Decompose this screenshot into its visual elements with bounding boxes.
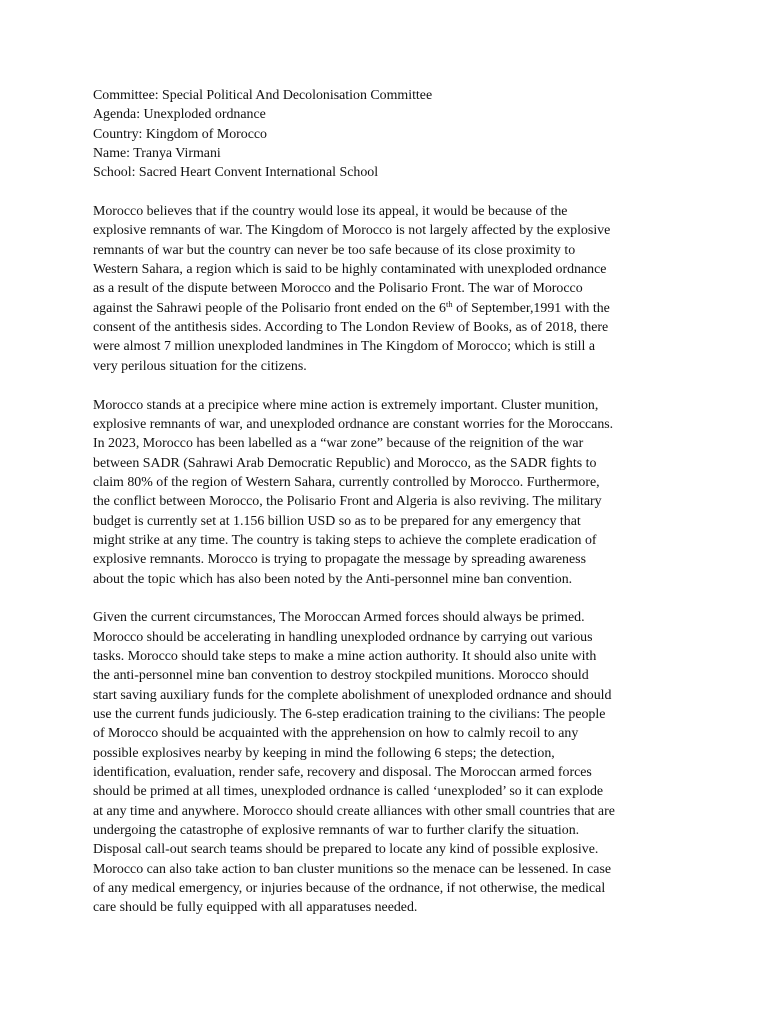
paragraph-line: explosive remnants of war, and unexploded ordnance are constant worries for the Moroccans. bbox=[93, 416, 614, 432]
paragraph-line: Western Sahara, a region which is said to be highly contaminated with unexploded ordnance bbox=[93, 262, 607, 278]
paragraph-line: Morocco should be accelerating in handling unexploded ordnance by carrying out various bbox=[93, 629, 593, 645]
ordinal-superscript: th bbox=[445, 298, 453, 309]
line-text: against the Sahrawi people of the Polisario front ended on the 6 bbox=[93, 300, 446, 316]
paragraph-2 bbox=[93, 396, 683, 589]
document-header bbox=[93, 86, 683, 183]
paragraph-line: consent of the antithesis sides. According to The London Review of Books, as of 2018, there bbox=[93, 320, 609, 336]
paragraph-line: Morocco can also take action to ban cluster munitions so the menace can be lessened. In case bbox=[93, 861, 612, 877]
paragraph-line: tasks. Morocco should take steps to make a mine action authority. It should also unite with bbox=[93, 648, 597, 664]
paragraph-line: budget is currently set at 1.156 billion USD so as to be prepared for any emergency that bbox=[93, 513, 581, 529]
paragraph-line: about the topic which has also been noted by the Anti-personnel mine ban convention. bbox=[93, 571, 573, 587]
paragraph-line: possible explosives nearby by keeping in mind the following 6 steps; the detection, bbox=[93, 745, 555, 761]
paragraph-line: claim 80% of the region of Western Sahara, currently controlled by Morocco. Furthermore, bbox=[93, 474, 600, 490]
paragraph-line: Disposal call-out search teams should be prepared to locate any kind of possible explosive. bbox=[93, 842, 599, 858]
paragraph-line: the anti-personnel mine ban convention to destroy stockpiled munitions. Morocco should bbox=[93, 668, 589, 684]
paragraph-line: explosive remnants. Morocco is trying to propagate the message by spreading awareness bbox=[93, 552, 586, 568]
paragraph-line: Given the current circumstances, The Moroccan Armed forces should always be primed. bbox=[93, 610, 585, 626]
paragraph-line: might strike at any time. The country is taking steps to achieve the complete eradication of bbox=[93, 532, 597, 548]
paragraph-1 bbox=[93, 202, 683, 376]
paragraph-line: were almost 7 million unexploded landmines in The Kingdom of Morocco; which is still a bbox=[93, 339, 596, 355]
paragraph-line: explosive remnants of war. The Kingdom of Morocco is not largely affected by the explosive bbox=[93, 223, 611, 239]
paragraph-line: very perilous situation for the citizens. bbox=[93, 358, 307, 374]
line-text: of September,1991 with the bbox=[452, 300, 610, 316]
paragraph-line: start saving auxiliary funds for the complete abolishment of unexploded ordnance and should bbox=[93, 687, 612, 703]
paragraph-line: undergoing the catastrophe of explosive remnants of war to further clarify the situation. bbox=[93, 823, 580, 839]
paragraph-line: remnants of war but the country can never be too safe because of its close proximity to bbox=[93, 242, 576, 258]
paragraph-line bbox=[93, 299, 683, 318]
paragraph-line: care should be fully equipped with all apparatuses needed. bbox=[93, 900, 418, 916]
paragraph-3 bbox=[93, 608, 683, 918]
paragraph-line: at any time and anywhere. Morocco should create alliances with other small countries that are bbox=[93, 803, 615, 819]
school-line: School: Sacred Heart Convent International School bbox=[93, 165, 379, 181]
name-line: Name: Tranya Virmani bbox=[93, 146, 221, 162]
document-body bbox=[93, 86, 683, 937]
paragraph-line: of any medical emergency, or injuries because of the ordnance, if not otherwise, the medical bbox=[93, 881, 606, 897]
committee-line: Committee: Special Political And Decolonisation Committee bbox=[93, 88, 433, 103]
paragraph-line: Morocco stands at a precipice where mine action is extremely important. Cluster munition, bbox=[93, 397, 599, 413]
paragraph-line: the conflict between Morocco, the Polisario Front and Algeria is also reviving. The military bbox=[93, 494, 602, 510]
paragraph-line: identification, evaluation, render safe, recovery and disposal. The Moroccan armed forces bbox=[93, 765, 592, 781]
paragraph-line: between SADR (Sahrawi Arab Democratic Republic) and Morocco, as the SADR fights to bbox=[93, 455, 597, 471]
paragraph-line: In 2023, Morocco has been labelled as a “war zone” because of the reignition of the war bbox=[93, 436, 584, 452]
paragraph-line: Morocco believes that if the country would lose its appeal, it would be because of the bbox=[93, 204, 568, 220]
paragraph-line: use the current funds judiciously. The 6-step eradication training to the civilians: The people bbox=[93, 707, 606, 722]
paragraph-line: should be primed at all times, unexploded ordnance is called ‘unexploded’ so it can explode bbox=[93, 784, 604, 800]
paragraph-line: as a result of the dispute between Morocco and the Polisario Front. The war of Morocco bbox=[93, 281, 583, 297]
country-line: Country: Kingdom of Morocco bbox=[93, 126, 267, 142]
paragraph-line: of Morocco should be acquainted with the apprehension on how to calmly recoil to any bbox=[93, 726, 579, 742]
agenda-line: Agenda: Unexploded ordnance bbox=[93, 107, 266, 123]
